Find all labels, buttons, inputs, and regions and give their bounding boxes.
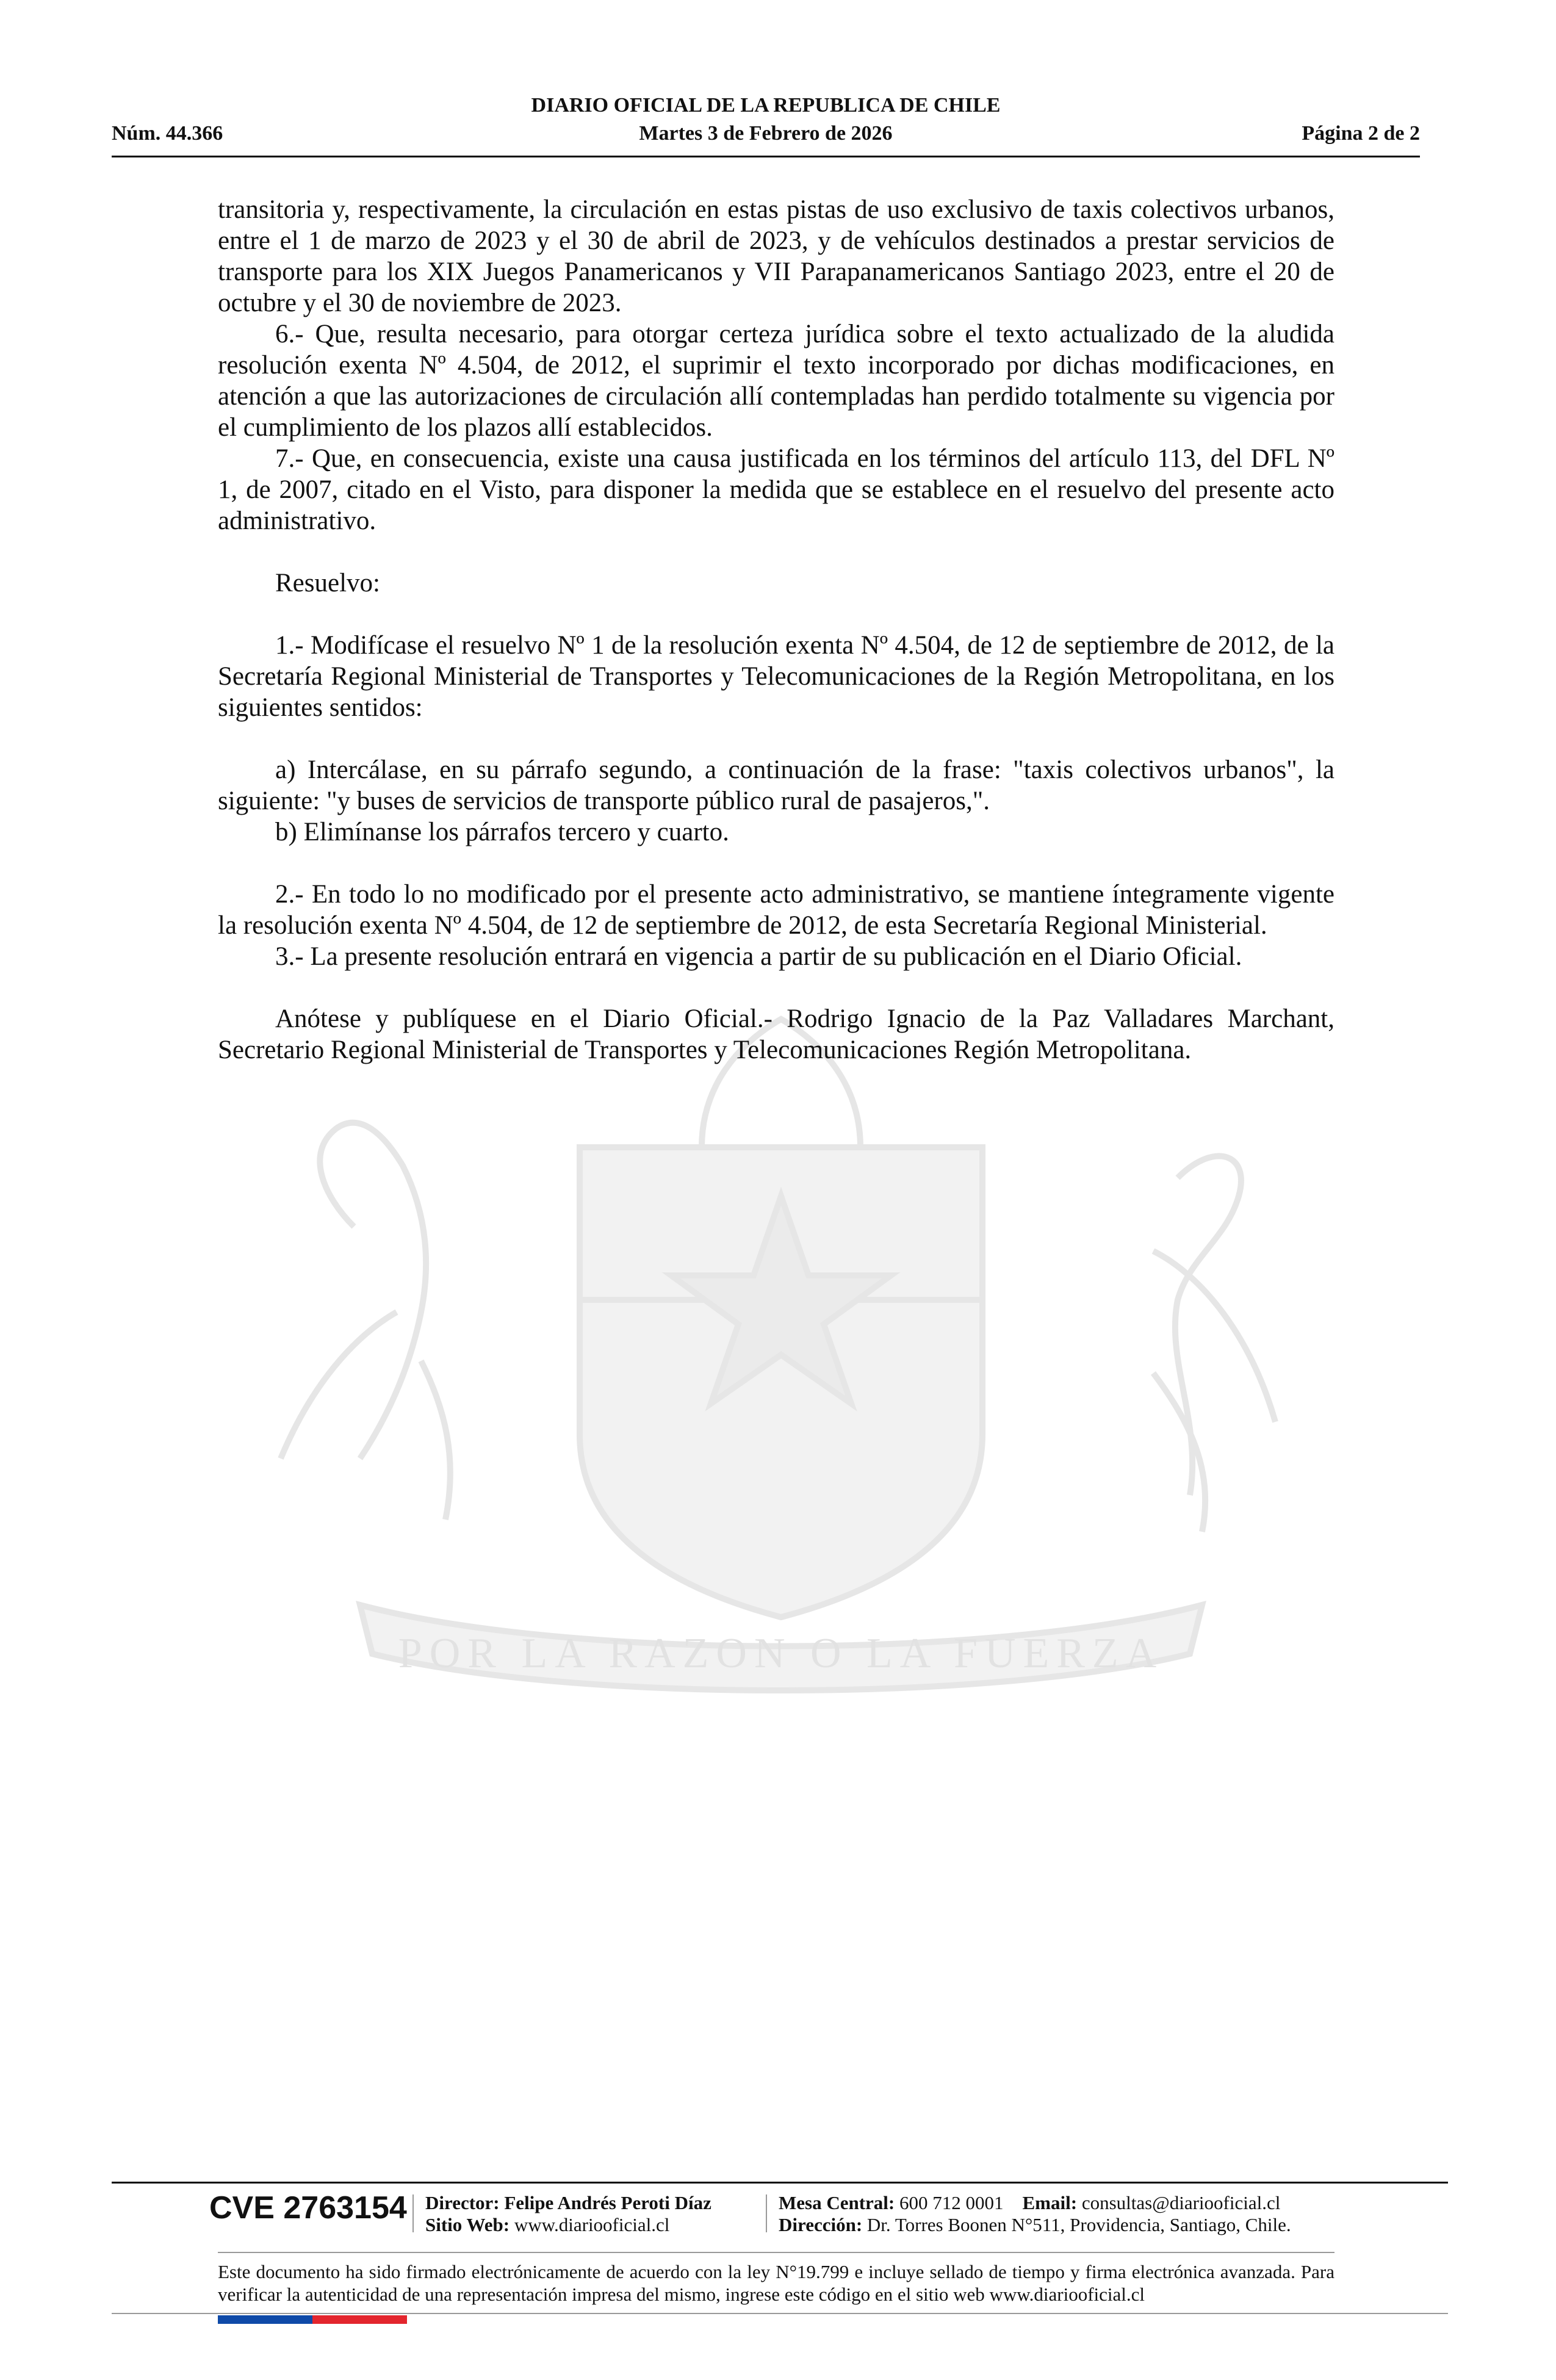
chile-coat-of-arms-icon — [201, 995, 1361, 1715]
email-label: Email: — [1022, 2192, 1078, 2213]
paragraph-6: 6.- Que, resulta necesario, para otorgar certeza jurídica sobre el texto actualizado de la aludida resolución exenta Nº 4.504, de 2012, el suprimir el texto incorporado por dichas modificaciones, en atención a que las autorizaciones de circulación allí contempladas han perdido totalmente su vigencia por el cumplimiento de los plazos allí establecidos. — [218, 320, 1334, 442]
paragraph-7: 7.- Que, en consecuencia, existe una causa justificada en los términos del artículo 113, del DFL Nº 1, de 2007, citado en el Visto, para disponer la medida que se establece en el resuelvo del presente acto administrativo. — [218, 444, 1334, 535]
email-address[interactable]: consultas@diariooficial.cl — [1081, 2192, 1281, 2213]
director-name: Felipe Andrés Peroti Díaz — [504, 2192, 711, 2213]
paragraph-continuation: transitoria y, respectivamente, la circulación en estas pistas de uso exclusivo de taxis colectivos urbanos, entre el 1 de marzo de 2023 y el 30 de abril de 2023, y de vehículos destinados a prestar servicios de transporte para los XIX Juegos Panamericanos y VII Parapanamericanos Santiago 2023, entre el 20 de octubre y el 30 de noviembre de 2023. — [218, 195, 1334, 317]
document-body — [218, 194, 1334, 1066]
header-divider — [112, 156, 1420, 157]
footer-divider-top — [112, 2182, 1448, 2183]
page-number: Página 2 de 2 — [1302, 122, 1420, 145]
footer-contact-block — [779, 2192, 1291, 2236]
issue-date: Martes 3 de Febrero de 2026 — [639, 122, 893, 145]
address-label: Dirección: — [779, 2214, 863, 2235]
site-label: Sitio Web: — [425, 2214, 510, 2235]
mesa-label: Mesa Central: — [779, 2192, 895, 2213]
footer-divider-bottom — [112, 2313, 1448, 2314]
signature-paragraph: Anótese y publíquese en el Diario Oficial.- Rodrigo Ignacio de la Paz Valladares Marchant, Secretario Regional Ministerial de Transportes y Telecomunicaciones Región Metropolitana. — [218, 1004, 1334, 1064]
flag-stripe-red — [312, 2315, 407, 2324]
resuelvo-1: 1.- Modifícase el resuelvo Nº 1 de la resolución exenta Nº 4.504, de 12 de septiembre de 2012, de la Secretaría Regional Ministerial de Transportes y Telecomunicaciones de la Región Metropolitana, en los siguientes sentidos: — [218, 631, 1334, 722]
watermark-motto: POR LA RAZON O LA FUERZA — [398, 1630, 1164, 1677]
site-url[interactable]: www.diariooficial.cl — [514, 2214, 670, 2235]
electronic-signature-notice: Este documento ha sido firmado electrónicamente de acuerdo con la ley N°19.799 e incluye sellado de tiempo y firma electrónica avanzada. Para verificar la autenticidad de una representación impresa del mismo, ingrese este código en el sitio web www.diariooficial.cl — [218, 2261, 1334, 2305]
resuelvo-1a: a) Intercálase, en su párrafo segundo, a continuación de la frase: "taxis colectivos urbanos", la siguiente: "y buses de servicios de transporte público rural de pasajeros,". — [218, 755, 1334, 815]
issue-number: Núm. 44.366 — [112, 122, 223, 145]
address-value: Dr. Torres Boonen N°511, Providencia, Santiago, Chile. — [866, 2214, 1291, 2235]
resuelvo-3: 3.- La presente resolución entrará en vigencia a partir de su publicación en el Diario Oficial. — [275, 942, 1242, 971]
footer-director-block — [425, 2192, 711, 2236]
footer-separator — [412, 2194, 414, 2232]
mesa-phone: 600 712 0001 — [899, 2192, 1004, 2213]
coat-of-arms-watermark — [201, 995, 1361, 1715]
resuelvo-1b: b) Elimínanse los párrafos tercero y cuarto. — [275, 818, 729, 846]
director-label: Director: — [425, 2192, 500, 2213]
resuelvo-heading: Resuelvo: — [275, 569, 380, 597]
flag-stripe-blue — [218, 2315, 312, 2324]
footer-separator — [766, 2194, 767, 2232]
footer-divider-middle — [218, 2252, 1334, 2253]
newspaper-title: DIARIO OFICIAL DE LA REPUBLICA DE CHILE — [531, 94, 1001, 117]
page-header — [112, 94, 1420, 161]
cve-code: CVE 2763154 — [209, 2190, 407, 2226]
resuelvo-2: 2.- En todo lo no modificado por el presente acto administrativo, se mantiene íntegramente vigente la resolución exenta Nº 4.504, de 12 de septiembre de 2012, de esta Secretaría Regional Ministerial. — [218, 880, 1334, 940]
